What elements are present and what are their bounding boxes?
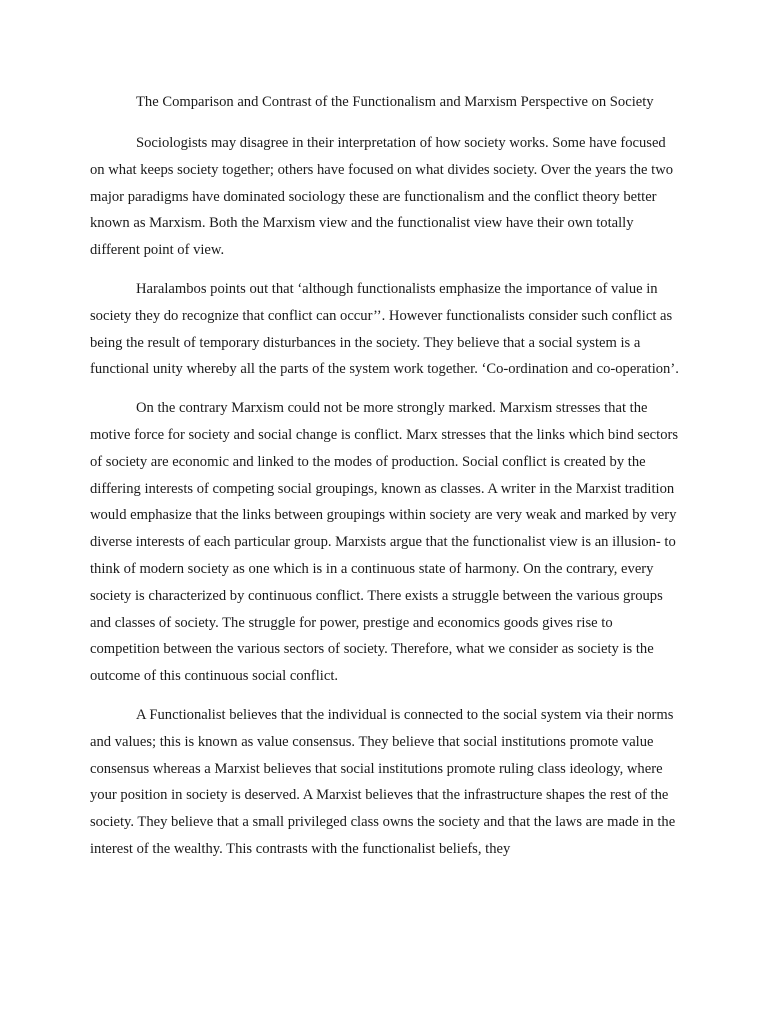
document-title: The Comparison and Contrast of the Functionalism and Marxism Perspective on Society	[136, 94, 654, 110]
paragraph-marxism: On the contrary Marxism could not be more strongly marked. Marxism stresses that the motive force for society and social change is conflict. Marx stresses that the links which bind sectors of society are economic and linked to the modes of production. Social conflict is created by the differing interests of competing social groupings, known as classes. A writer in the Marxist tradition would emphasize that the links between groupings within society are very weak and marked by very diverse interests of each particular group. Marxists argue that the functionalist view is an illusion- to think of modern society as one which is in a continuous state of harmony. On the contrary, every society is characterized by continuous conflict. There exists a struggle between the various groups and classes of society. The struggle for power, prestige and economics goods gives rise to competition between the various sectors of society. Therefore, what we consider as society is the outcome of this continuous social conflict.	[90, 400, 679, 685]
paragraph-haralambos: Haralambos points out that ‘although functionalists emphasize the importance of value in society they do recognize that conflict can occur’’. However functionalists consider such conflict as being the result of temporary disturbances in the society. They believe that a social system is a functional unity whereby all the parts of the system work together. ‘Co-ordination and co-operation’.	[90, 280, 679, 378]
paragraph-functionalist: A Functionalist believes that the individual is connected to the social system via their norms and values; this is known as value consensus. They believe that social institutions promote value consensus whereas a Marxist believes that social institutions promote ruling class ideology, where your position in society is deserved. A Marxist believes that the infrastructure shapes the rest of the society. They believe that a small privileged class owns the society and that the laws are made in the interest of the wealthy. This contrasts with the functionalist beliefs, they	[90, 706, 676, 857]
paragraph-intro: Sociologists may disagree in their interpretation of how society works. Some have focused on what keeps society together; others have focused on what divides society. Over the years the two major paradigms have dominated sociology these are functionalism and the conflict theory better known as Marxism. Both the Marxism view and the functionalist view have their own totally different point of view.	[90, 135, 674, 259]
